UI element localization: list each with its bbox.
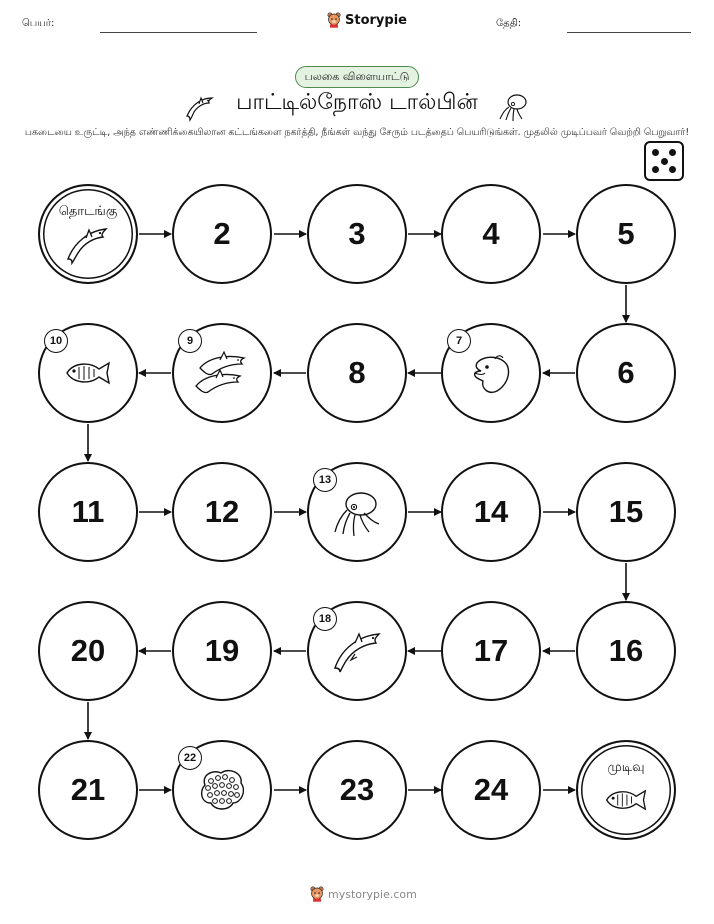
board-cell-start[interactable] xyxy=(38,184,138,284)
board-cell-5[interactable] xyxy=(576,184,676,284)
cell-number: 6 xyxy=(617,355,635,390)
footer-url[interactable]: mystorypie.com xyxy=(328,887,417,901)
name-label: பெயர்: xyxy=(22,18,55,29)
board-cell-3[interactable] xyxy=(307,184,407,284)
egg-cluster-icon xyxy=(197,767,247,813)
cell-number: 4 xyxy=(482,216,500,251)
cell-number: 17 xyxy=(473,633,509,668)
cell-number: 5 xyxy=(617,216,635,251)
name-line[interactable] xyxy=(100,32,257,33)
date-label: தேதி: xyxy=(496,18,522,29)
brand-name: Storypie xyxy=(345,12,407,28)
cell-number: 14 xyxy=(473,494,509,529)
board-cell-17[interactable] xyxy=(441,601,541,701)
board-cell-23[interactable] xyxy=(307,740,407,840)
cell-number: 19 xyxy=(204,633,240,668)
board-cell-19[interactable] xyxy=(172,601,272,701)
picture-square-badge: 22 xyxy=(178,746,202,770)
brand-logo xyxy=(327,12,407,28)
cell-number: 16 xyxy=(608,633,644,668)
board-cell-end[interactable] xyxy=(576,740,676,840)
date-line[interactable] xyxy=(567,32,691,33)
cell-number: 23 xyxy=(339,772,375,807)
board-cell-24[interactable] xyxy=(441,740,541,840)
picture-square-badge: 10 xyxy=(44,329,68,353)
board-cell-8[interactable] xyxy=(307,323,407,423)
board-cell-16[interactable] xyxy=(576,601,676,701)
board-cell-4[interactable] xyxy=(441,184,541,284)
picture-square-badge: 13 xyxy=(313,468,337,492)
cell-number: 15 xyxy=(608,494,644,529)
dice-icon[interactable] xyxy=(644,141,684,181)
end-label: முடிவு xyxy=(607,760,645,775)
dolphin-icon xyxy=(64,223,112,265)
board-cell-6[interactable] xyxy=(576,323,676,423)
instructions-text: பகடையை உருட்டி, அந்த எண்ணிக்கையிலான கட்டங்களை நகர்த்தி, நீங்கள் வந்து சேரும் படத்தைப் பெயரிடுங்கள். முதலில் முடிப்பவர் வெற்றி பெறுவார்! xyxy=(24,127,690,138)
cell-number: 11 xyxy=(71,494,105,529)
board-cell-12[interactable] xyxy=(172,462,272,562)
cell-number: 8 xyxy=(348,355,366,390)
start-label: தொடங்கு xyxy=(58,204,118,219)
cell-number: 24 xyxy=(473,772,509,807)
board-cell-2[interactable] xyxy=(172,184,272,284)
page-title: பாட்டில்நோஸ் டால்பின் xyxy=(236,90,478,115)
picture-square-badge: 9 xyxy=(178,329,202,353)
picture-square-badge: 7 xyxy=(447,329,471,353)
cell-number: 12 xyxy=(204,494,240,529)
cell-number: 3 xyxy=(348,216,366,251)
board-cell-14[interactable] xyxy=(441,462,541,562)
board-cell-20[interactable] xyxy=(38,601,138,701)
dolphin-face-icon xyxy=(467,349,515,397)
cell-number: 21 xyxy=(70,772,106,807)
cuttlefish-icon xyxy=(331,486,383,538)
board-cell-21[interactable] xyxy=(38,740,138,840)
board-cell-11[interactable] xyxy=(38,462,138,562)
board-cell-15[interactable] xyxy=(576,462,676,562)
bear-mascot-icon xyxy=(327,12,341,28)
dolphins-pair-icon xyxy=(192,348,252,398)
leaping-dolphin-icon xyxy=(331,628,383,674)
picture-square-badge: 18 xyxy=(313,607,337,631)
footer xyxy=(310,886,417,902)
bear-mascot-icon xyxy=(310,886,324,902)
fish-icon xyxy=(603,787,649,813)
cuttlefish-icon xyxy=(498,92,530,122)
cell-number: 2 xyxy=(213,216,231,251)
cell-number: 20 xyxy=(70,633,106,668)
category-badge: பலகை விளையாட்டு xyxy=(295,66,419,88)
fish-icon xyxy=(63,359,113,387)
